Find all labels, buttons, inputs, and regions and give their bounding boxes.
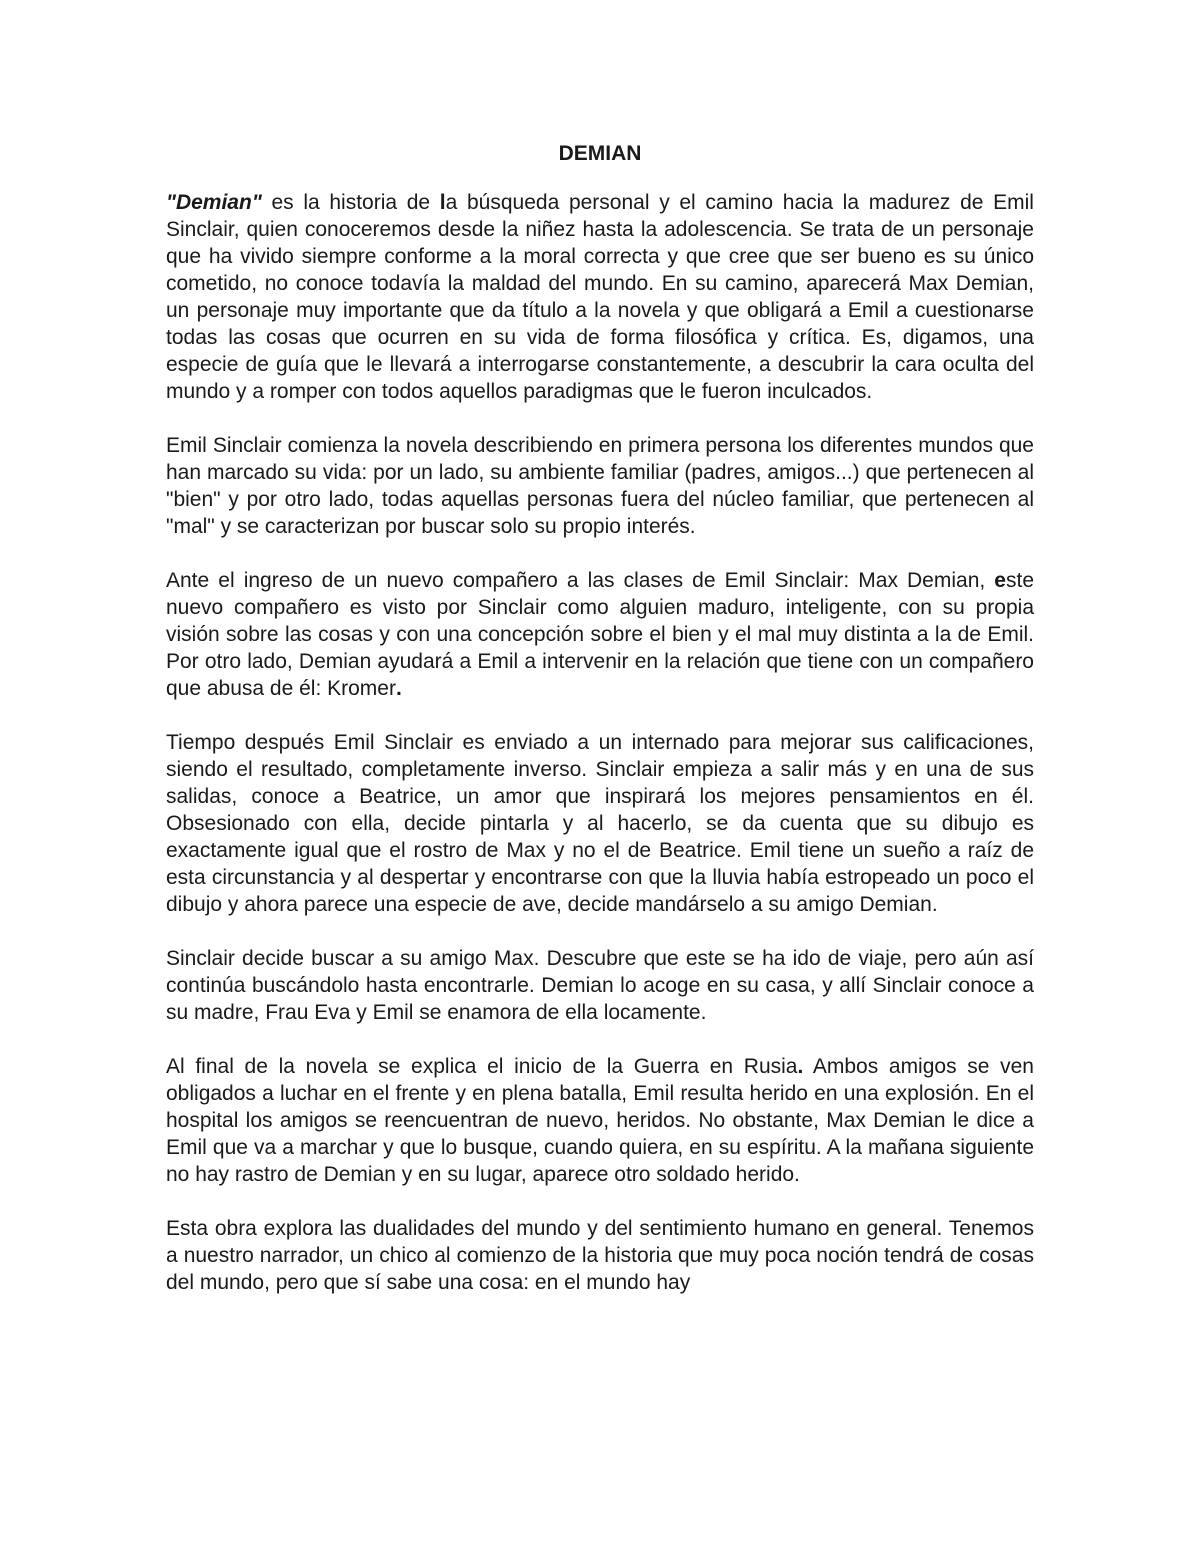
bold-letter: e (994, 569, 1006, 592)
paragraph-text: Ante el ingreso de un nuevo compañero a las clases de Emil Sinclair: Max Demian, (166, 569, 995, 592)
paragraph-max-demian (166, 567, 1034, 702)
bold-period: . (395, 677, 402, 700)
paragraph-text: ste nuevo compañero es visto por Sinclair como alguien maduro, inteligente, con su propia visión sobre las cosas y con una concepción sobre el bien y el mal muy distinta a la de Emil. Por otro lado, Demian ayudará a Emil a intervenir en la relación que tiene con un compañero que abusa de él: Kromer (166, 569, 1034, 700)
document-page (166, 140, 1034, 1296)
paragraph-text: a búsqueda personal y el camino hacia la madurez de Emil Sinclair, quien conoceremos desde la niñez hasta la adolescencia. Se trata de un personaje que ha vivido siempre conforme a la moral correcta y que cree que ser bueno es su único cometido, no conoce todavía la maldad del mundo. En su camino, aparecerá Max Demian, un personaje muy importante que da título a la novela y que obligará a Emil a cuestionarse todas las cosas que ocurren en su vida de forma filosófica y crítica. Es, digamos, una especie de guía que le llevará a interrogarse constantemente, a descubrir la cara oculta del mundo y a romper con todos aquellos paradigmas que le fueron inculcados. (166, 191, 1034, 403)
paragraph-dualities: Esta obra explora las dualidades del mundo y del sentimiento humano en general. Tenemos a nuestro narrador, un chico al comienzo de la historia que muy poca noción tendrá de cosas del mundo, pero que sí sabe una cosa: en el mundo hay (166, 1217, 1034, 1294)
document-title: DEMIAN (558, 142, 642, 165)
bold-period: . (797, 1055, 804, 1078)
paragraph-beatrice: Tiempo después Emil Sinclair es enviado a un internado para mejorar sus calificaciones, siendo el resultado, completamente inverso. Sinclair empieza a salir más y en una de sus salidas, conoce a Beatrice, un amor que inspirará los mejores pensamientos en él. Obsesionado con ella, decide pintarla y al hacerlo, se da cuenta que su dibujo es exactamente igual que el rostro de Max y no el de Beatrice. Emil tiene un sueño a raíz de esta circunstancia y al despertar y encontrarse con que la lluvia había estropeado un poco el dibujo y ahora parece una especie de ave, decide mandárselo a su amigo Demian. (166, 731, 1034, 916)
paragraph-text: es la historia de (261, 191, 440, 214)
paragraph-text: Ambos amigos se ven obligados a luchar en el frente y en plena batalla, Emil resulta herido en una explosión. En el hospital los amigos se reencuentran de nuevo, heridos. No obstante, Max Demian le dice a Emil que va a marchar y que lo busque, cuando quiera, en su espíritu. A la mañana siguiente no hay rastro de Demian y en su lugar, aparece otro soldado herido. (166, 1055, 1034, 1186)
bold-letter: l (439, 191, 446, 214)
paragraph-frau-eva: Sinclair decide buscar a su amigo Max. Descubre que este se ha ido de viaje, pero aún así continúa buscándolo hasta encontrarle. Demian lo acoge en su casa, y allí Sinclair conoce a su madre, Frau Eva y Emil se enamora de ella locamente. (166, 947, 1034, 1024)
paragraph-intro (166, 189, 1034, 405)
paragraph-war (166, 1053, 1034, 1188)
book-title-emphasis: "Demian" (166, 191, 262, 214)
paragraph-worlds: Emil Sinclair comienza la novela describiendo en primera persona los diferentes mundos que han marcado su vida: por un lado, su ambiente familiar (padres, amigos...) que pertenecen al "bien" y por otro lado, todas aquellas personas fuera del núcleo familiar, que pertenecen al "mal" y se caracterizan por buscar solo su propio interés. (166, 434, 1034, 538)
paragraph-text: Al final de la novela se explica el inicio de la Guerra en Rusia (166, 1055, 798, 1078)
